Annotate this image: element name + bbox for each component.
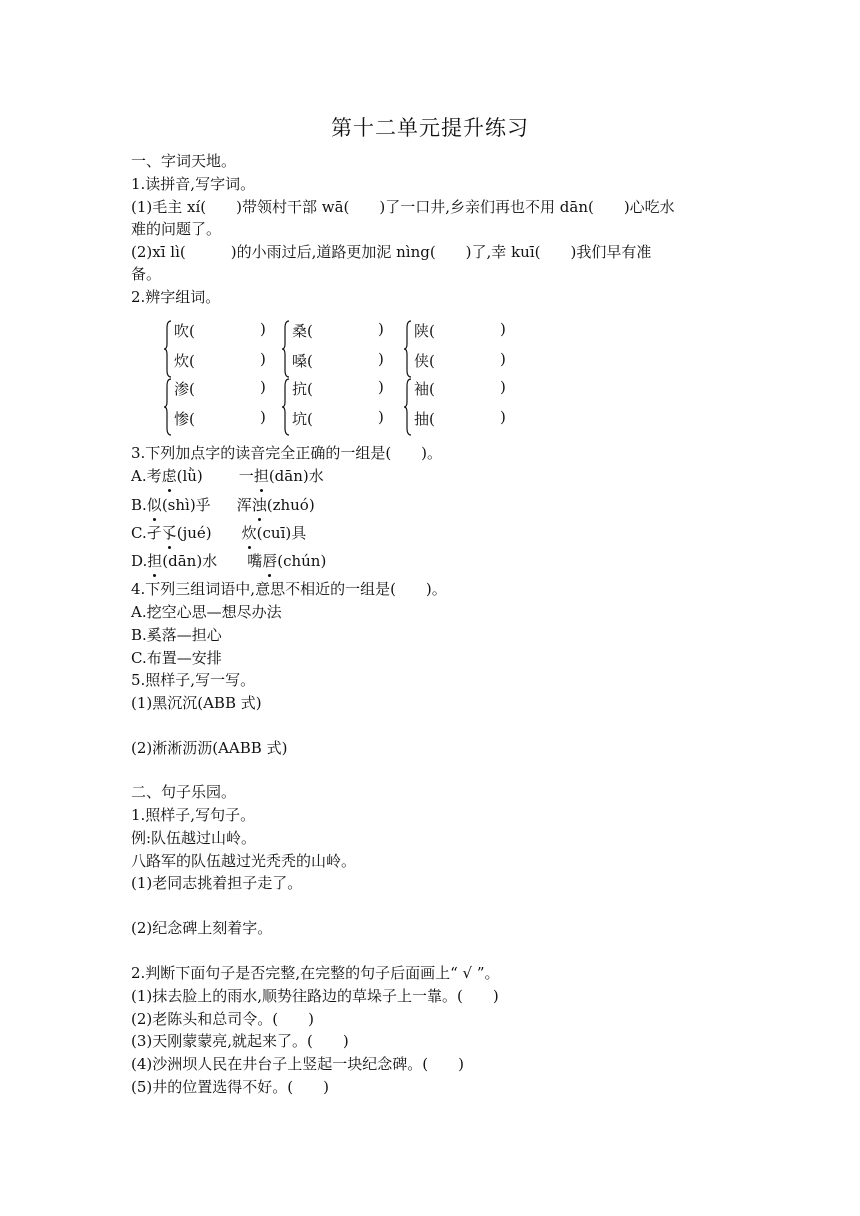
q5-item-2: (2)淅淅沥沥(AABB 式) (131, 739, 288, 757)
word-pair-item: 坑( ) (292, 408, 384, 428)
q5-item-1: (1)黑沉沉(ABB 式) (131, 694, 262, 712)
s2-q2-item-2: (2)老陈头和总司令。( ) (131, 1010, 314, 1028)
word-pair-item: 抽( ) (414, 408, 506, 428)
q4-label: 4.下列三组词语中,意思不相近的一组是( )。 (131, 580, 447, 598)
s2-q1-item-2: (2)纪念碑上刻着字。 (131, 919, 273, 937)
word-pair-item: 嗓( ) (292, 350, 384, 370)
word-pair-group (282, 376, 392, 438)
word-pair-item: 陕( ) (414, 320, 506, 340)
page-title: 第十二单元提升练习 (331, 116, 529, 140)
word-pair-group (164, 318, 274, 380)
q1-line-4: 备。 (131, 265, 162, 283)
word-pair-item: 吹( ) (174, 320, 266, 340)
word-pair-item: 渗( ) (174, 378, 266, 398)
s2-q2-label: 2.判断下面句子是否完整,在完整的句子后面画上“ √ ”。 (131, 964, 500, 982)
q2-label: 2.辨字组词。 (131, 288, 221, 306)
brace-icon (164, 320, 172, 378)
q1-label: 1.读拼音,写字词。 (131, 175, 256, 193)
word-pair-item: 侠( ) (414, 350, 506, 370)
q4-option-b: B.奚落—担心 (131, 626, 222, 644)
word-pair-item: 抗( ) (292, 378, 384, 398)
s2-q1-label: 1.照样子,写句子。 (131, 806, 256, 824)
brace-icon (282, 320, 290, 378)
word-pair-item: 惨( ) (174, 408, 266, 428)
brace-icon (404, 378, 412, 436)
word-pair-item: 炊( ) (174, 350, 266, 370)
q1-line-1: (1)毛主 xí( )带领村干部 wā( )了一口井,乡亲们再也不用 dān( )心吃水 (131, 198, 675, 216)
section-two-heading: 二、句子乐园。 (131, 783, 237, 801)
s2-q1-example-2: 八路军的队伍越过光秃秃的山岭。 (131, 852, 357, 870)
brace-icon (164, 378, 172, 436)
q3-label: 3.下列加点字的读音完全正确的一组是( )。 (131, 444, 443, 462)
word-pair-item: 桑( ) (292, 320, 384, 340)
s2-q2-item-5: (5)井的位置选得不好。( ) (131, 1078, 329, 1096)
q3-option-b: B.似(shì)乎 浑浊(zhuó) (131, 496, 315, 514)
q4-option-a: A.挖空心思—想尽办法 (131, 603, 282, 621)
word-pair-group (282, 318, 392, 380)
s2-q2-item-1: (1)抹去脸上的雨水,顺势往路边的草垛子上一靠。( ) (131, 987, 499, 1005)
word-pair-item: 袖( ) (414, 378, 506, 398)
section-one-heading: 一、字词天地。 (131, 152, 237, 170)
word-pair-group (404, 318, 514, 380)
word-pair-group (164, 376, 274, 438)
q3-option-a: A.考虑(lǜ) 一担(dān)水 (131, 467, 324, 485)
q5-label: 5.照样子,写一写。 (131, 671, 256, 689)
q3-option-c: C.孑孓(jué) 炊(cuī)具 (131, 524, 307, 542)
q4-option-c: C.布置—安排 (131, 649, 222, 667)
s2-q1-example-1: 例:队伍越过山岭。 (131, 829, 257, 847)
brace-icon (282, 378, 290, 436)
q1-line-3: (2)xī lì( )的小雨过后,道路更加泥 nìng( )了,幸 kuī( )我们早有准 (131, 243, 652, 261)
s2-q1-item-1: (1)老同志挑着担子走了。 (131, 874, 303, 892)
word-pair-group (404, 376, 514, 438)
q1-line-2: 难的问题了。 (131, 220, 222, 238)
brace-icon (404, 320, 412, 378)
s2-q2-item-3: (3)天刚蒙蒙亮,就起来了。( ) (131, 1032, 349, 1050)
q3-option-d: D.担(dān)水 嘴唇(chún) (131, 552, 327, 570)
s2-q2-item-4: (4)沙洲坝人民在井台子上竖起一块纪念碑。( ) (131, 1055, 464, 1073)
